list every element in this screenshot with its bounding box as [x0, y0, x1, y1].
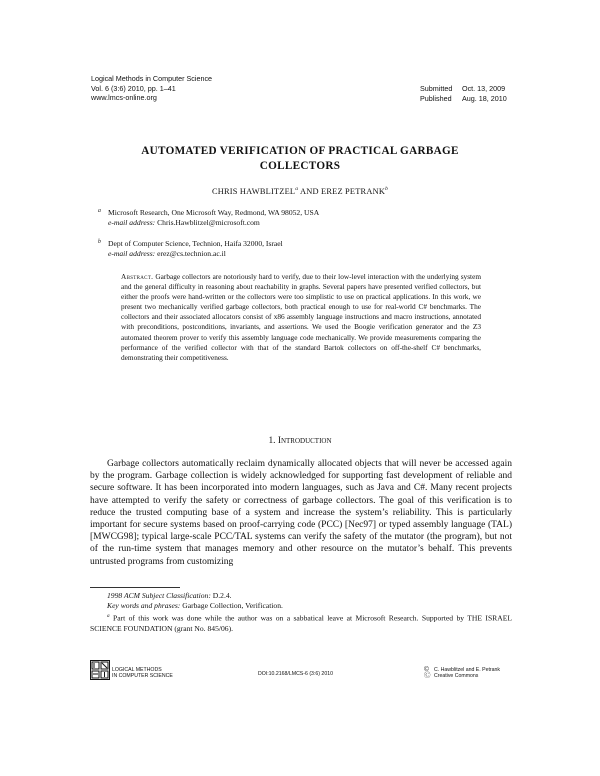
- affiliation-b-mark: b: [98, 239, 101, 245]
- author-1: CHRIS HAWBLITZEL: [211, 186, 296, 196]
- acm-label: 1998 ACM Subject Classification:: [107, 591, 211, 600]
- section-title: Introduction: [277, 436, 332, 446]
- author-connector: AND: [298, 186, 322, 196]
- journal-volume: Vol. 6 (3:6) 2010, pp. 1–41: [91, 83, 176, 93]
- keywords-value: Garbage Collection, Verification.: [182, 601, 283, 611]
- author-list: [90, 186, 510, 196]
- affiliation-a-email-label: e-mail address:: [108, 218, 156, 227]
- published-label: Published: [420, 93, 452, 103]
- intro-paragraph: Garbage collectors automatically reclaim dynamically allocated objects that will never be accessed again by the program. Garbage collection is widely acknowledged for supporting fast development of reliable and secure software. It has been incorporated into modern languages, such as Java and C#. Many recent projects have attempted to verify the safety or correctness of garbage collectors. The goal of this verification is to reduce the trusted computing base of a system and increase the system’s reliability. This is particularly important for secure systems based on proof-carrying code (PCC) [Nec97] or typed assembly language (TAL) [MWCG98]; typical large-scale PCC/TAL systems can verify the safety of the mutator (the program), but not of the run-time system that manages memory and other resource on the mutator’s behalf. This prevents untrusted programs from customizing: [90, 459, 512, 567]
- acm-value: D.2.4.: [212, 591, 232, 600]
- keywords-label: Key words and phrases:: [107, 601, 181, 611]
- paper-title: [90, 144, 510, 174]
- copyright-holders: C. Hawblitzel and E. Petrank: [434, 667, 501, 673]
- footer-logo-line-2: IN COMPUTER SCIENCE: [112, 673, 173, 680]
- footer-logo-line-1: LOGICAL METHODS: [112, 667, 162, 673]
- journal-website[interactable]: www.lmcs-online.org: [91, 93, 157, 102]
- submitted-date: Oct. 13, 2009: [462, 84, 506, 93]
- abstract-text: Garbage collectors are notoriously hard to verify, due to their low-level interaction with the underlying system and the general difficulty in reasoning about reachability in graphs. Several papers have presented verified collectors, but either the proofs were hand-written or the collectors were too simplistic to use on practical applications. In this work, we present two mechanically verified garbage collectors, both practical enough to use for real-world C# benchmarks. The collectors and their associated allocators consist of x86 assembly language instructions and macro instructions, annotated with preconditions, postconditions, invariants, and assertions. We used the Boogie verification generator and the Z3 automated theorem prover to verify this assembly language code mechanically. We provide measurements comparing the performance of the verified collector with that of the standard Bartok collectors on off-the-shelf C# benchmarks, demonstrating their competitiveness.: [121, 272, 481, 362]
- body-text: [90, 458, 512, 568]
- footnotes: [90, 591, 512, 634]
- copyright-icon: ©: [424, 666, 429, 673]
- abstract-heading: Abstract.: [121, 272, 154, 281]
- author-2-mark: b: [385, 186, 389, 192]
- affiliation-a-address: Microsoft Research, One Microsoft Way, Redmond, WA 98052, USA: [108, 208, 320, 217]
- footer-doi[interactable]: DOI:10.2168/LMCS-6 (3:6) 2010: [258, 671, 333, 677]
- affiliation-b-address: Dept of Computer Science, Technion, Haifa 32000, Israel: [108, 239, 283, 248]
- journal-header: [91, 74, 212, 103]
- section-heading: [90, 436, 510, 446]
- journal-name: Logical Methods in Computer Science: [91, 74, 213, 83]
- title-line-1: AUTOMATED VERIFICATION OF PRACTICAL GARBAGE: [141, 145, 459, 157]
- author-1-mark: a: [295, 186, 299, 192]
- footer-copyright: [424, 667, 500, 680]
- license-text[interactable]: Creative Commons: [434, 673, 479, 680]
- author-2: EREZ PETRANK: [321, 186, 386, 196]
- submitted-label: Submitted: [420, 84, 453, 93]
- creative-commons-icon: Ⓒ: [424, 672, 431, 680]
- section-number: 1.: [268, 436, 276, 446]
- footnote-mark: a: [107, 613, 110, 620]
- lmcs-logo-icon: [90, 660, 110, 680]
- affiliation-b: [98, 239, 283, 259]
- published-date: Aug. 18, 2010: [462, 93, 507, 103]
- affiliation-a-email[interactable]: Chris.Hawblitzel@microsoft.com: [157, 218, 260, 227]
- affiliation-a: [98, 208, 320, 228]
- affiliation-b-email-label: e-mail address:: [108, 249, 156, 258]
- submission-dates: [420, 84, 507, 103]
- abstract: [121, 272, 481, 363]
- affiliation-b-email[interactable]: erez@cs.technion.ac.il: [157, 249, 226, 258]
- footnote-rule: [90, 587, 180, 588]
- footer-journal: [112, 667, 173, 680]
- affiliation-a-mark: a: [98, 208, 101, 214]
- title-line-2: COLLECTORS: [259, 160, 341, 172]
- footnote-text: Part of this work was done while the author was on a sabbatical leave at Microsoft Research. Supported by THE ISRAEL SCIENCE FOUNDATION (grant No. 845/06).: [90, 613, 512, 634]
